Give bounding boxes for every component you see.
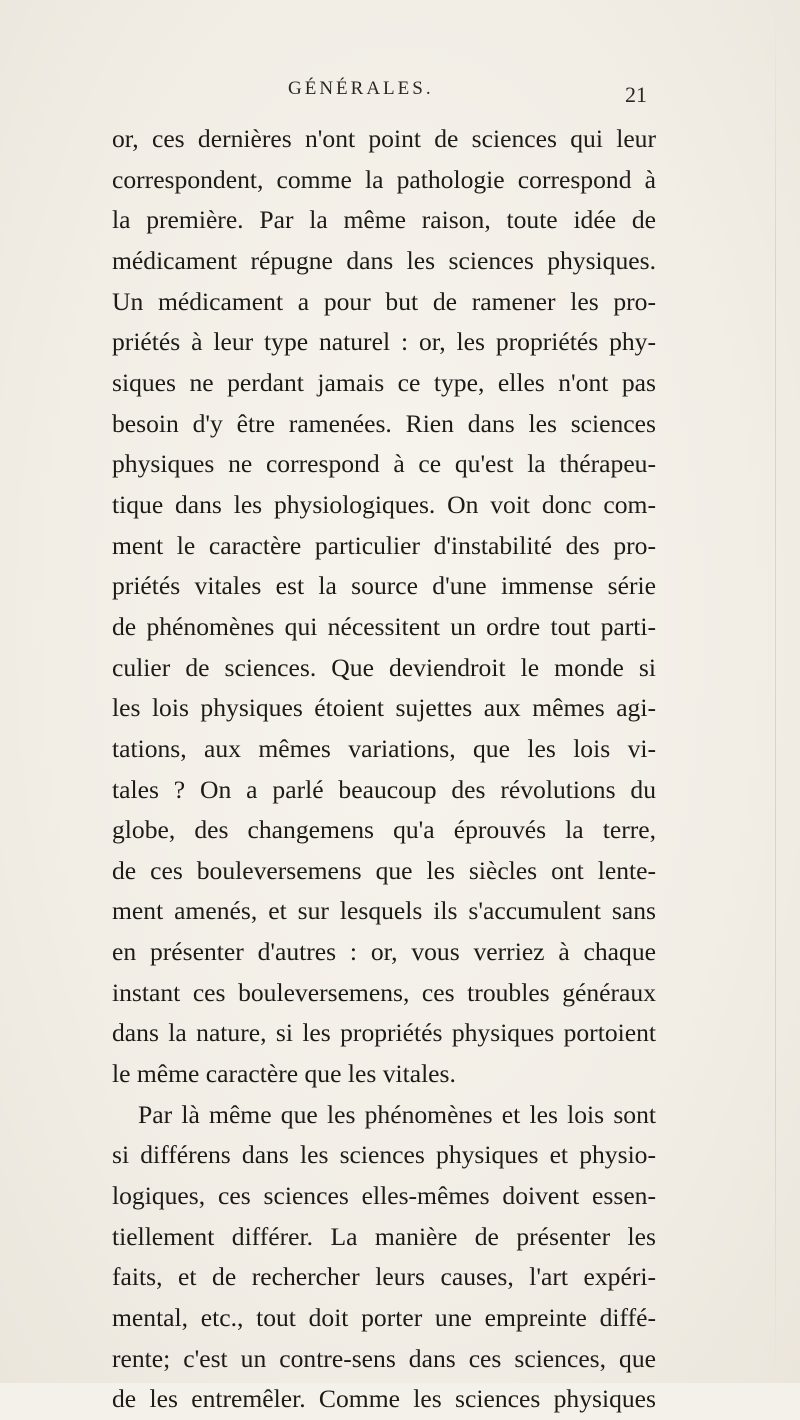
text-line: rente; c'est un contre-sens dans ces sciences, que — [112, 1343, 656, 1373]
text-line: tations, aux mêmes variations, que les lois vi- — [112, 733, 656, 763]
text-line: les lois physiques étoient sujettes aux mêmes agi- — [112, 693, 656, 723]
text-line: si différens dans les sciences physiques et physio- — [112, 1140, 656, 1170]
text-line: tales ? On a parlé beaucoup des révolutions du — [112, 774, 656, 804]
text-line: de les entremêler. Comme les sciences physiques — [112, 1384, 656, 1414]
text-line: faits, et de rechercher leurs causes, l'art expéri- — [112, 1262, 656, 1292]
text-line: mental, etc., tout doit porter une empreinte diffé- — [112, 1303, 656, 1333]
page-number: 21 — [625, 82, 647, 107]
text-line: or, ces dernières n'ont point de sciences qui leur — [112, 124, 656, 153]
text-line: globe, des changemens qu'a éprouvés la terre, — [112, 815, 656, 845]
text-line: médicament répugne dans les sciences physiques. — [112, 245, 656, 275]
text-line: instant ces bouleversemens, ces troubles généraux — [112, 977, 656, 1007]
text-line: logiques, ces sciences elles-mêmes doivent essen- — [112, 1181, 656, 1211]
text-line: de phénomènes qui nécessitent un ordre tout parti- — [112, 611, 656, 641]
text-line: la première. Par la même raison, toute idée de — [112, 205, 656, 235]
running-title: GÉNÉRALES. — [288, 78, 434, 99]
page-edge-shadow — [775, 0, 776, 1383]
running-header — [0, 78, 800, 108]
text-line: ment le caractère particulier d'instabilité des pro- — [112, 530, 656, 560]
text-line: en présenter d'autres : or, vous verriez à chaque — [112, 937, 656, 967]
text-line: de ces bouleversemens que les siècles ont lente- — [112, 855, 656, 885]
text-line: le même caractère que les vitales. — [112, 1059, 456, 1089]
text-line: tique dans les physiologiques. On voit donc com- — [112, 489, 656, 519]
body-text — [112, 119, 656, 1420]
text-line: priétés à leur type naturel : or, les propriétés phy- — [112, 327, 656, 357]
text-line: Un médicament a pour but de ramener les pro- — [112, 286, 656, 316]
text-line: dans la nature, si les propriétés physiques portoient — [112, 1018, 656, 1048]
text-line: besoin d'y être ramenées. Rien dans les sciences — [112, 408, 656, 438]
text-line: culier de sciences. Que deviendroit le monde si — [112, 652, 656, 682]
text-line: siques ne perdant jamais ce type, elles n'ont pas — [112, 367, 656, 397]
text-line: physiques ne correspond à ce qu'est la thérapeu- — [112, 449, 656, 479]
text-line: correspondent, comme la pathologie correspond à — [112, 164, 656, 194]
text-line: Par là même que les phénomènes et les lois sont — [138, 1099, 656, 1129]
text-line: priétés vitales est la source d'une immense série — [112, 571, 656, 601]
text-line: ment amenés, et sur lesquels ils s'accumulent sans — [112, 896, 656, 926]
text-line: tiellement différer. La manière de présenter les — [112, 1221, 656, 1251]
